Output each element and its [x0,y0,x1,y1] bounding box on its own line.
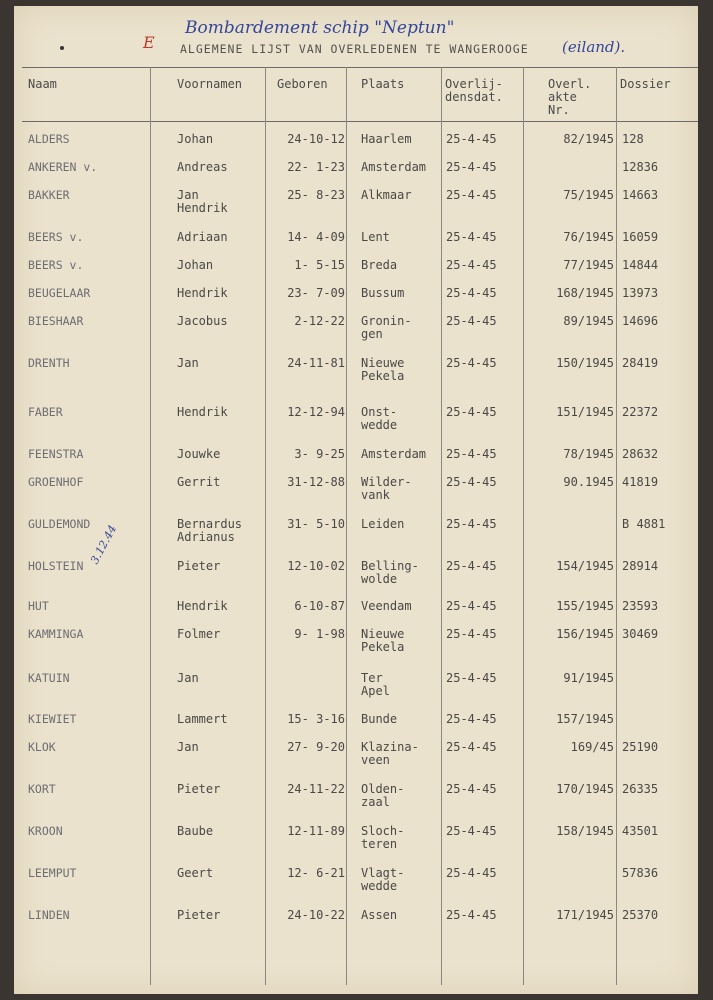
cell-overlijdensdatum: 25-4-45 [446,824,497,838]
cell-overlijdensdatum: 25-4-45 [446,782,497,796]
cell-dossier: 16059 [622,230,659,244]
cell-akte-nr: 168/1945 [556,286,614,300]
cell-dossier: 13973 [622,286,659,300]
cell-voornamen: Pieter [177,559,221,573]
cell-naam: BEERS v. [28,230,84,244]
cell-akte-nr: 77/1945 [563,258,614,272]
cell-geboren: 22- 1-23 [287,160,345,174]
header-overlijdensdatum: Overlij- densdat. [445,77,503,104]
cell-geboren: 6-10-87 [294,599,345,613]
typed-title: ALGEMENE LIJST VAN OVERLEDENEN TE WANGEROOGE [180,42,529,56]
cell-plaats: Vlagt- wedde [361,866,405,893]
cell-naam: KORT [28,782,56,796]
cell-dossier: 25190 [622,740,659,754]
cell-overlijdensdatum: 25-4-45 [446,286,497,300]
cell-naam: GROENHOF [28,475,84,489]
cell-naam: DRENTH [28,356,70,370]
cell-geboren: 23- 7-09 [287,286,345,300]
cell-voornamen: Adriaan [177,230,228,244]
cell-voornamen: Hendrik [177,286,228,300]
cell-plaats: Nieuwe Pekela [361,356,405,383]
cell-voornamen: Jan [177,671,199,685]
cell-geboren: 1- 5-15 [294,258,345,272]
cell-geboren: 12-12-94 [287,405,345,419]
cell-plaats: Assen [361,908,398,922]
ink-dot [60,46,64,50]
cell-geboren: 15- 3-16 [287,712,345,726]
cell-geboren: 3- 9-25 [294,447,345,461]
cell-overlijdensdatum: 25-4-45 [446,740,497,754]
cell-geboren: 31-12-88 [287,475,345,489]
cell-plaats: Wilder- vank [361,475,412,502]
cell-geboren: 24-10-22 [287,908,345,922]
cell-plaats: Nieuwe Pekela [361,627,405,654]
cell-overlijdensdatum: 25-4-45 [446,475,497,489]
cell-overlijdensdatum: 25-4-45 [446,314,497,328]
cell-plaats: Klazina- veen [361,740,419,767]
cell-plaats: Belling- wolde [361,559,419,586]
cell-geboren: 24-11-81 [287,356,345,370]
column-divider [616,67,617,985]
cell-dossier: 23593 [622,599,659,613]
cell-overlijdensdatum: 25-4-45 [446,405,497,419]
cell-plaats: Sloch- teren [361,824,405,851]
cell-naam: KATUIN [28,671,70,685]
cell-dossier: 26335 [622,782,659,796]
cell-overlijdensdatum: 25-4-45 [446,188,497,202]
cell-dossier: 28419 [622,356,659,370]
header-top-rule [22,67,698,68]
cell-dossier: 14844 [622,258,659,272]
red-mark: E [143,33,155,52]
cell-dossier: 14696 [622,314,659,328]
handwritten-side-note: 3.12.44 [88,522,120,567]
cell-geboren: 24-10-12 [287,132,345,146]
cell-akte-nr: 76/1945 [563,230,614,244]
cell-naam: FABER [28,405,63,419]
cell-akte-nr: 154/1945 [556,559,614,573]
cell-overlijdensdatum: 25-4-45 [446,160,497,174]
cell-naam: GULDEMOND [28,517,91,531]
cell-dossier: 14663 [622,188,659,202]
cell-naam: KAMMINGA [28,627,84,641]
cell-geboren: 12-10-02 [287,559,345,573]
cell-voornamen: Johan [177,132,214,146]
cell-akte-nr: 156/1945 [556,627,614,641]
cell-plaats: Bunde [361,712,398,726]
cell-voornamen: Bernardus Adrianus [177,517,243,544]
cell-naam: KIEWIET [28,712,77,726]
cell-plaats: Amsterdam [361,447,427,461]
cell-plaats: Leiden [361,517,405,531]
cell-voornamen: Pieter [177,782,221,796]
cell-akte-nr: 157/1945 [556,712,614,726]
cell-plaats: Gronin- gen [361,314,412,341]
cell-dossier: 41819 [622,475,659,489]
cell-geboren: 12- 6-21 [287,866,345,880]
header-naam: Naam [28,77,57,91]
cell-geboren: 25- 8-23 [287,188,345,202]
cell-geboren: 2-12-22 [294,314,345,328]
cell-overlijdensdatum: 25-4-45 [446,559,497,573]
cell-naam: KROON [28,824,63,838]
cell-geboren: 27- 9-20 [287,740,345,754]
column-divider [523,67,524,985]
cell-voornamen: Geert [177,866,214,880]
cell-overlijdensdatum: 25-4-45 [446,671,497,685]
cell-voornamen: Gerrit [177,475,221,489]
cell-plaats: Ter Apel [361,671,390,698]
header-akte-nr: Overl. akte Nr. [548,77,592,117]
cell-akte-nr: 75/1945 [563,188,614,202]
cell-overlijdensdatum: 25-4-45 [446,258,497,272]
cell-dossier: 28914 [622,559,659,573]
cell-voornamen: Baube [177,824,214,838]
cell-plaats: Breda [361,258,398,272]
cell-naam: LINDEN [28,908,70,922]
cell-dossier: 25370 [622,908,659,922]
cell-naam: BEERS v. [28,258,84,272]
column-divider [265,67,266,985]
cell-voornamen: Jacobus [177,314,228,328]
cell-voornamen: Jan [177,740,199,754]
cell-naam: BIESHAAR [28,314,84,328]
cell-akte-nr: 82/1945 [563,132,614,146]
cell-naam: HUT [28,599,49,613]
cell-overlijdensdatum: 25-4-45 [446,132,497,146]
header-geboren: Geboren [277,77,328,91]
cell-akte-nr: 158/1945 [556,824,614,838]
cell-voornamen: Johan [177,258,214,272]
cell-voornamen: Jouwke [177,447,221,461]
cell-geboren: 12-11-89 [287,824,345,838]
cell-plaats: Alkmaar [361,188,412,202]
cell-voornamen: Jan [177,356,199,370]
cell-overlijdensdatum: 25-4-45 [446,866,497,880]
cell-naam: HOLSTEIN [28,559,84,573]
cell-plaats: Haarlem [361,132,412,146]
cell-voornamen: Andreas [177,160,228,174]
cell-plaats: Olden- zaal [361,782,405,809]
cell-plaats: Veendam [361,599,412,613]
cell-geboren: 24-11-22 [287,782,345,796]
cell-dossier: 128 [622,132,644,146]
cell-voornamen: Hendrik [177,599,228,613]
cell-naam: KLOK [28,740,56,754]
cell-voornamen: Folmer [177,627,221,641]
cell-naam: FEENSTRA [28,447,84,461]
cell-naam: ANKEREN v. [28,160,98,174]
cell-naam: ALDERS [28,132,70,146]
header-plaats: Plaats [361,77,405,91]
cell-akte-nr: 150/1945 [556,356,614,370]
cell-overlijdensdatum: 25-4-45 [446,447,497,461]
cell-geboren: 31- 5-10 [287,517,345,531]
cell-akte-nr: 170/1945 [556,782,614,796]
cell-dossier: 12836 [622,160,659,174]
document-page [14,6,698,994]
header-dossier: Dossier [620,77,671,91]
cell-akte-nr: 90.1945 [563,475,614,489]
cell-geboren: 14- 4-09 [287,230,345,244]
cell-voornamen: Lammert [177,712,228,726]
handwritten-subtitle: (eiland). [562,38,626,56]
cell-plaats: Bussum [361,286,405,300]
column-divider [150,67,151,985]
cell-overlijdensdatum: 25-4-45 [446,599,497,613]
cell-dossier: 22372 [622,405,659,419]
cell-dossier: 43501 [622,824,659,838]
cell-plaats: Amsterdam [361,160,427,174]
handwritten-title: Bombardement schip "Neptun" [185,18,455,38]
cell-naam: BAKKER [28,188,70,202]
column-divider [441,67,442,985]
cell-overlijdensdatum: 25-4-45 [446,356,497,370]
cell-akte-nr: 91/1945 [563,671,614,685]
cell-naam: LEEMPUT [28,866,77,880]
cell-geboren: 9- 1-98 [294,627,345,641]
cell-dossier: 57836 [622,866,659,880]
cell-plaats: Lent [361,230,390,244]
cell-akte-nr: 155/1945 [556,599,614,613]
cell-plaats: Onst- wedde [361,405,398,432]
cell-overlijdensdatum: 25-4-45 [446,517,497,531]
cell-naam: BEUGELAAR [28,286,91,300]
cell-voornamen: Pieter [177,908,221,922]
cell-dossier: B 4881 [622,517,666,531]
cell-overlijdensdatum: 25-4-45 [446,712,497,726]
cell-voornamen: Hendrik [177,405,228,419]
cell-dossier: 30469 [622,627,659,641]
column-divider [346,67,347,985]
cell-overlijdensdatum: 25-4-45 [446,230,497,244]
cell-dossier: 28632 [622,447,659,461]
cell-overlijdensdatum: 25-4-45 [446,627,497,641]
cell-voornamen: Jan Hendrik [177,188,228,215]
cell-akte-nr: 169/45 [570,740,614,754]
cell-akte-nr: 78/1945 [563,447,614,461]
header-voornamen: Voornamen [177,77,243,91]
cell-akte-nr: 89/1945 [563,314,614,328]
header-bottom-rule [22,121,698,122]
cell-overlijdensdatum: 25-4-45 [446,908,497,922]
cell-akte-nr: 171/1945 [556,908,614,922]
cell-akte-nr: 151/1945 [556,405,614,419]
